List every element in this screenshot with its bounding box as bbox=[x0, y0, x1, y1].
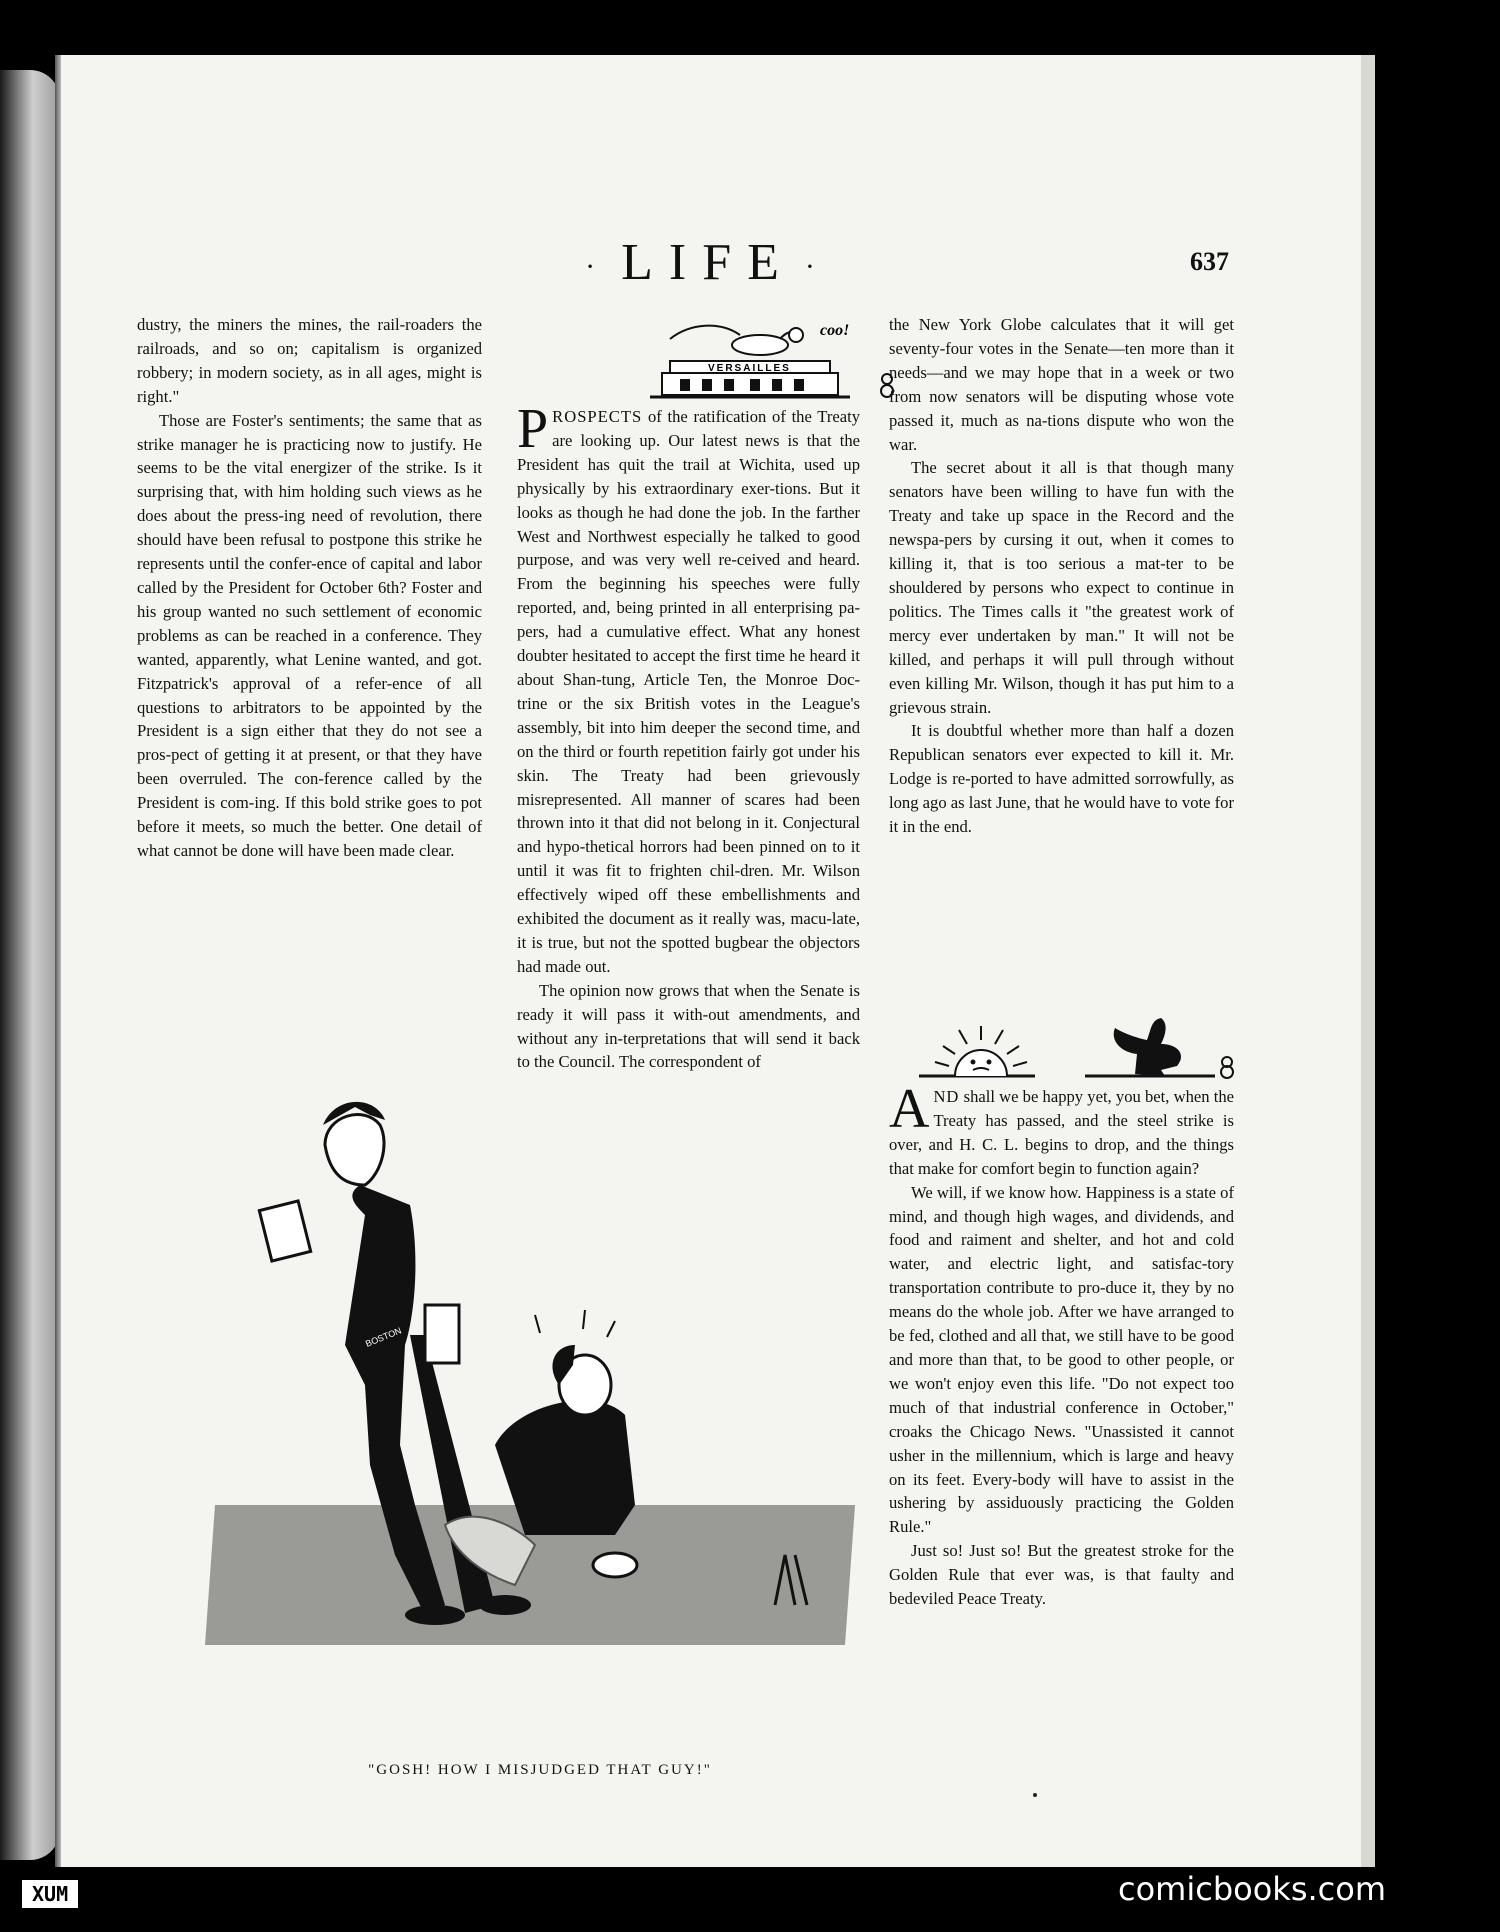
source-tag: XUM bbox=[22, 1880, 78, 1908]
left-page-edge bbox=[0, 70, 60, 1860]
masthead-dot-left: · bbox=[585, 250, 612, 284]
cartoon-illustration bbox=[195, 1085, 875, 1655]
col3-paragraph: It is doubtful whether more than half a dozen Republican senators ever expected to kill it. Mr. Lodge is re-ported to have admitted sorrowfully, as long ago as last June, that he would have to vote for it in the end. bbox=[889, 721, 1234, 837]
artist-monogram-2 bbox=[1221, 1057, 1233, 1078]
col1-paragraph: Those are Foster's sentiments; the same that as strike manager he is practicing now to justify. He seems to be the vital energizer of the strike. Is it surprising that, with him holding such views as he does about the press-ing need of revolution, there should have been refusal to postpone this strike he represents until the confer-ence of capital and labor called by the President for October 6th? Foster and his group wanted no such settlement of economic problems as can be reached in a conference. They wanted, apparently, what Lenine wanted, and got. Fitzpatrick's approval of a refer-ence of all questions to arbitrators to be appointed by the President is a sign either that they do not see a pros-pect of getting it at present, or that they have been overruled. The con-ference called by the President is com-ing. If this bold strike goes to pot before it meets, so much the better. One detail of what cannot be done will have been made clear. bbox=[137, 410, 482, 860]
newspaper-shape bbox=[425, 1305, 459, 1363]
end-mark bbox=[1033, 1793, 1037, 1797]
col2-paragraph: The opinion now grows that when the Senate is ready it will pass it with-out amendments, and without any in-terpretations that will send it back to the Council. The correspondent of bbox=[517, 980, 860, 1072]
col3-paragraph: the New York Globe calculates that it will get seventy-four votes in the Senate—ten more than it needs—and we may hope that in a week or two from now senators will be disputing whose vote passed it, much as na-tions dispute who won the war. bbox=[889, 315, 1234, 454]
cartoon-caption: "GOSH! HOW I MISJUDGED THAT GUY!" bbox=[368, 1762, 712, 1778]
col3-section2-first-paragraph bbox=[889, 1078, 1234, 1181]
col1-paragraph: dustry, the miners the mines, the rail-roaders the railroads, and so on; capitalism is organized robbery; in modern society, as in all ages, might is right." bbox=[137, 315, 482, 406]
column-3 bbox=[889, 313, 1234, 839]
col3-paragraph: The secret about it all is that though many senators have been willing to have fun with the Treaty and take up space in the Record and the newspa-pers by cursing it out, when it comes to killing it, that is too serious a mat-ter to be shouldered by persons who expect to continue in politics. The Times calls it "the greatest work of mercy ever undertaken by man." It will not be killed, and perhaps it will pull through without even killing Mr. Wilson, though it has put him to a grievous strain. bbox=[889, 458, 1234, 717]
versailles-label: VERSAILLES bbox=[708, 363, 791, 374]
site-watermark: comicbooks.com bbox=[1118, 1870, 1387, 1908]
book-shape bbox=[259, 1201, 310, 1261]
column-2 bbox=[517, 398, 860, 1074]
boston-band-text: BOSTON bbox=[364, 1325, 403, 1349]
col3-section2-paragraph: Just so! Just so! But the greatest stroke for the Golden Rule that ever was, is that faulty and bedeviled Peace Treaty. bbox=[889, 1541, 1234, 1609]
column-1 bbox=[137, 313, 482, 863]
magazine-page bbox=[55, 55, 1375, 1867]
col3-section2-text: shall we be happy yet, you bet, when the Treaty has passed, and the steel strike is over, and H. C. L. begins to drop, and the things that make for comfort begin to function again? bbox=[889, 1087, 1234, 1178]
col3-section2-paragraph: We will, if we know how. Happiness is a state of mind, and though high wages, and dividends, and food and raiment and shelter, and hot and cold water, and electric light, and satisfac-tory transportation contribute to pro-duce it, they by no means do the whole job. After we have arranged to be fed, clothed and all that, we still have to be good and more than that, to be good to other people, or we won't enjoy even this life. "Do not expect too much of that industrial conference in October," croaks the Chicago News. "Unassisted it cannot usher in the millennium, which is large and heavy on its feet. Every-body will have to assist in the ushering by assiduously practicing the Golden Rule." bbox=[889, 1182, 1234, 1537]
page-number: 637 bbox=[1190, 247, 1229, 276]
walking-man-head bbox=[325, 1115, 384, 1185]
dropcap-a: A bbox=[889, 1078, 930, 1140]
masthead-title: LIFE bbox=[621, 234, 795, 291]
rooster-shape bbox=[1114, 1018, 1181, 1076]
col2-first-paragraph bbox=[517, 398, 860, 979]
coo-text: coo! bbox=[820, 322, 850, 339]
masthead-dot-right: · bbox=[804, 250, 831, 284]
lead-word-2: ND bbox=[933, 1087, 960, 1106]
versailles-dove-illustration bbox=[610, 313, 910, 401]
lead-word: ROSPECTS bbox=[552, 407, 643, 426]
impact-lines bbox=[535, 1310, 615, 1337]
masthead bbox=[55, 233, 1361, 292]
dropcap-p: P bbox=[517, 398, 549, 460]
col2-paragraph-text: of the ratification of the Treaty are looking up. Our latest news is that the President has quit the trail at Wichita, used up physically by his extraordinary exer-tions. But it looks as though he had done the job. In the farther West and Northwest especially he talked to good purpose, and was very well re-ceived and heard. From the beginning his speeches were fully reported, and, being printed in all enterprising pa-pers, had a cumulative effect. What any honest doubter hesitated to accept the first time he heard it about Shan-tung, Article Ten, the Monroe Doc-trine or the six British votes in the League's assembly, bit into him deeper the second time, and on the third or fourth repetition fairly got under his skin. The Treaty had been grievously misrepresented. All manner of scares had been thrown into it that did not belong in it. Conjectural and hypo-thetical horrors had been pinned on to it until it was fit to frighten chil-dren. Mr. Wilson effectively wiped off these embellishments and exhibited the document as it really was, macu-late, it is true, but not the spotted bugbear the objectors had made out. bbox=[517, 407, 860, 976]
wing-left-shape bbox=[670, 326, 740, 339]
binding-shadow bbox=[55, 55, 61, 1867]
column-3-section-2 bbox=[889, 1078, 1234, 1611]
sun-rooster-illustration bbox=[915, 1000, 1245, 1080]
